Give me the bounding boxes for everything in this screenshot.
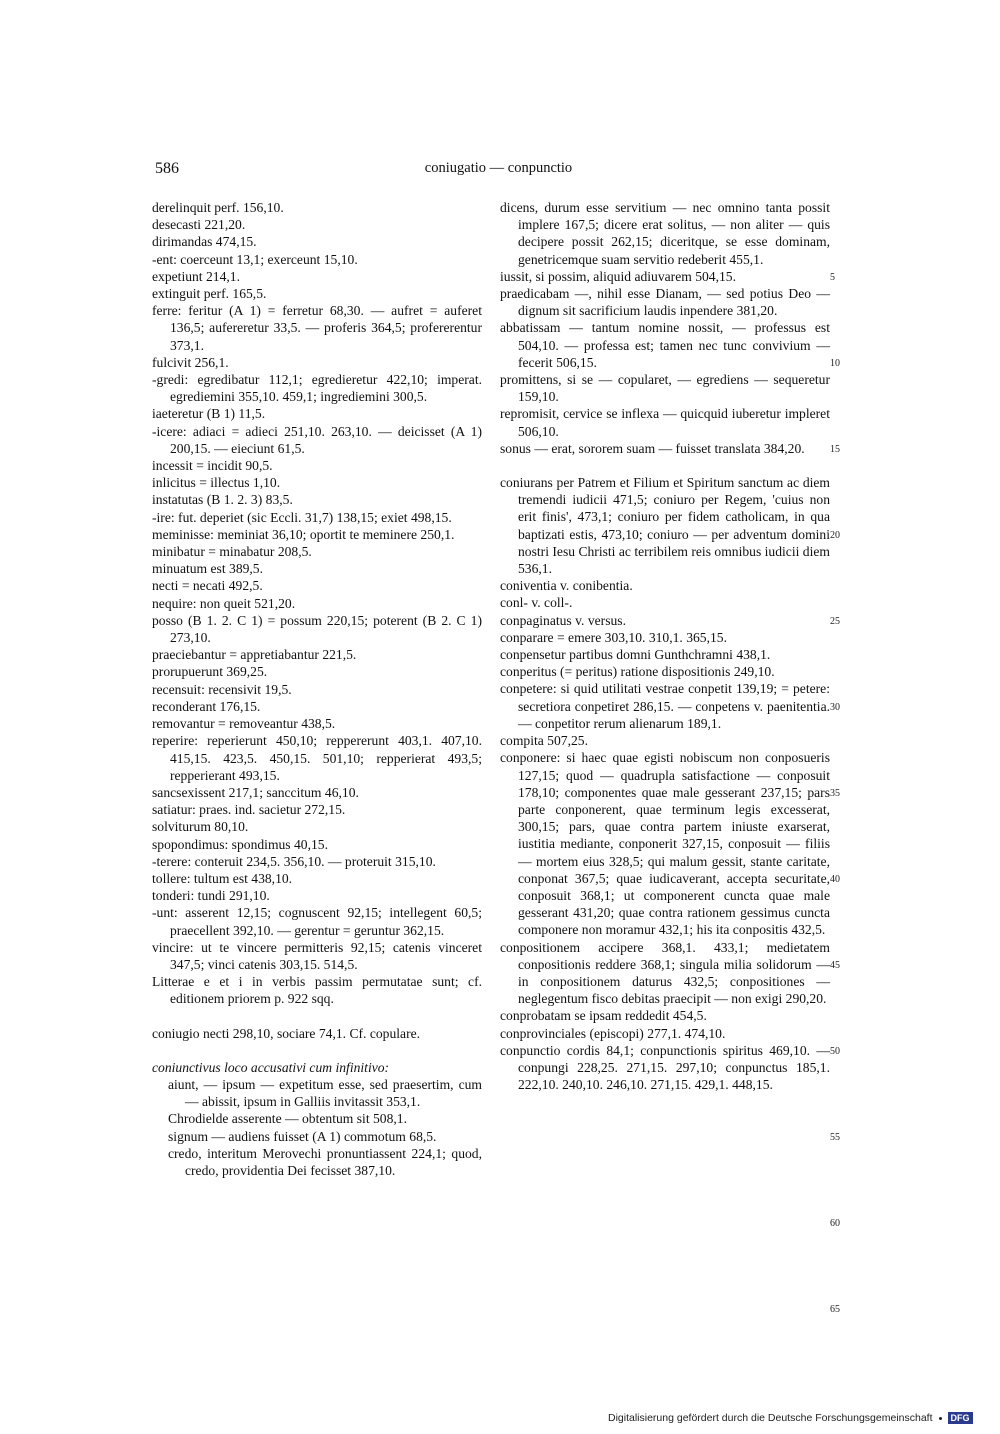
index-entry: conpaginatus v. versus. bbox=[500, 612, 626, 628]
line-number: 50 bbox=[830, 1045, 840, 1057]
line-number: 10 bbox=[830, 357, 840, 369]
index-entry: abbatissam — tantum nomine nossit, — professus est 504,10. — professa est; tamen nec tunc convivium — fecerit 506,15. bbox=[500, 320, 830, 370]
index-entry: conpensetur partibus domni Gunthchramni 438,1. bbox=[500, 647, 771, 663]
index-entry: posso (B 1. 2. C 1) = possum 220,15; poterent (B 2. C 1) 273,10. bbox=[152, 612, 482, 646]
index-entry: compita 507,25. bbox=[500, 733, 588, 749]
right-column bbox=[500, 199, 830, 1093]
index-entry: necti = necati 492,5. bbox=[152, 578, 263, 594]
index-entry: conpetere: si quid utilitati vestrae conpetit 139,19; = petere: secretiora conpetiret 286,15. — conpetens v. paenitentia. — conpetitor rerum alienarum 189,1. bbox=[500, 681, 830, 731]
index-entry: dicens, durum esse servitium — nec omnino tanta possit implere 167,5; dicere erat solitus, — non aliter — quis decipere possit 262,15; diceritque, se esse dominam, genetricemque suam servitio redeberit 455,1. bbox=[500, 200, 830, 267]
index-entry: inlicitus = illectus 1,10. bbox=[152, 475, 281, 491]
line-number: 40 bbox=[830, 873, 840, 885]
index-entry: Chrodielde asserente — obtentum sit 508,1. bbox=[168, 1111, 407, 1127]
index-entry: -unt: asserent 12,15; cognuscent 92,15; intellegent 60,5; praecellent 392,10. — gerentur = geruntur 362,15. bbox=[152, 905, 482, 938]
index-entry: instatutas (B 1. 2. 3) 83,5. bbox=[152, 492, 293, 508]
line-number: 5 bbox=[830, 271, 835, 283]
index-entry: spopondimus: spondimus 40,15. bbox=[152, 836, 328, 852]
index-entry: Litterae e et i in verbis passim permutatae sunt; cf. editionem priorem p. 922 sqq. bbox=[152, 974, 482, 1007]
index-entry: repromisit, cervice se inflexa — quicquid iuberetur impleret 506,10. bbox=[500, 406, 830, 439]
index-entry: sancsexissent 217,1; sanccitum 46,10. bbox=[152, 784, 359, 800]
index-entry: aiunt, — ipsum — expetitum esse, sed praesertim, cum — abissit, ipsum in Galliis invitassit 353,1. bbox=[168, 1076, 482, 1110]
index-entry: vincire: ut te vincere permitteris 92,15; catenis vinceret 347,5; vinci catenis 303,15. 514,5. bbox=[152, 939, 482, 972]
index-entry: nequire: non queit 521,20. bbox=[152, 595, 296, 611]
index-entry: dirimandas 474,15. bbox=[152, 234, 257, 250]
right-entries-top bbox=[500, 199, 830, 457]
index-entry: signum — audiens fuisset (A 1) commotum 68,5. bbox=[168, 1128, 437, 1144]
index-entry: conperitus (= peritus) ratione dispositionis 249,10. bbox=[500, 664, 775, 680]
index-entry: recensuit: recensivit 19,5. bbox=[152, 681, 292, 697]
index-entry: -terere: conteruit 234,5. 356,10. — proteruit 315,10. bbox=[152, 853, 436, 869]
index-entry: sonus — erat, sororem suam — fuisset translata 384,20. bbox=[500, 440, 805, 456]
line-number: 45 bbox=[830, 959, 840, 971]
index-entry: extinguit perf. 165,5. bbox=[152, 286, 267, 302]
index-entry: praeciebantur = appretiabantur 221,5. bbox=[152, 647, 357, 663]
line-number: 35 bbox=[830, 787, 840, 799]
separator-dot-icon bbox=[939, 1417, 942, 1420]
index-entry: conponere: si haec quae egisti nobiscum non conposueris 127,15; quod — quadrupla satisfactione — conposuit 178,10; componentes quae male gesserant 237,15; pars parte conponerent, quae terminum legis excesserat, 300,15; pars, quae contra partem iniuste exarserat, iustitia mediante, conponerit 327,15, conposuit — filiis — mortem eius 328,5; qui malum gessit, stante caritate, conponat 367,5; quae iudicaverant, accepta securitate, conposuit 368,1; ut componerent cuncta quae male gesserant 431,20; quae contra rationem gessimus cuncta componere non moramur 432,1; his ita conpositis 432,5. bbox=[500, 750, 830, 938]
index-entry: conl- v. coll-. bbox=[500, 595, 573, 611]
index-entry: prorupuerunt 369,25. bbox=[152, 664, 268, 680]
line-number: 25 bbox=[830, 615, 840, 627]
index-entry: tonderi: tundi 291,10. bbox=[152, 888, 270, 904]
dfg-logo: DFG bbox=[948, 1412, 973, 1424]
line-number: 15 bbox=[830, 443, 840, 455]
left-column bbox=[152, 199, 482, 1179]
right-entries-bottom bbox=[500, 474, 830, 1093]
index-entry: meminisse: meminiat 36,10; oportit te meminere 250,1. bbox=[152, 526, 455, 542]
page-header bbox=[155, 160, 842, 184]
coniunctivus-heading: coniunctivus loco accusativi cum infinitivo: bbox=[152, 1059, 390, 1075]
index-entry: expetiunt 214,1. bbox=[152, 268, 240, 284]
index-entry: iussit, si possim, aliquid adiuvarem 504,15. bbox=[500, 268, 736, 284]
index-entry: minuatum est 389,5. bbox=[152, 561, 264, 577]
index-entry: ferre: feritur (A 1) = ferretur 68,30. — aufret = auferet 136,5; aufereretur 33,5. — proferis 364,5; profererentur 373,1. bbox=[152, 303, 482, 353]
coniugio-entry: coniugio necti 298,10, sociare 74,1. Cf. copulare. bbox=[152, 1025, 421, 1041]
spacer bbox=[500, 457, 830, 474]
index-entry: tollere: tultum est 438,10. bbox=[152, 870, 293, 886]
index-entry: solviturum 80,10. bbox=[152, 819, 249, 835]
index-entry: minibatur = minabatur 208,5. bbox=[152, 544, 312, 560]
index-entry: -icere: adiaci = adieci 251,10. 263,10. — deicisset (A 1) 200,15. — eieciunt 61,5. bbox=[152, 423, 482, 456]
index-entry: -gredi: egredibatur 112,1; egredieretur 422,10; imperat. egrediemini 355,10. 459,1; ingrediemini 300,5. bbox=[152, 372, 482, 405]
page-number: 586 bbox=[155, 160, 179, 177]
left-entries bbox=[152, 199, 482, 1008]
line-number: 65 bbox=[830, 1303, 840, 1315]
footer-text: Digitalisierung gefördert durch die Deutsche Forschungsgemeinschaft bbox=[608, 1412, 933, 1424]
spacer bbox=[152, 1008, 482, 1025]
index-entry: coniventia v. conibentia. bbox=[500, 578, 633, 594]
index-entry: desecasti 221,20. bbox=[152, 217, 246, 233]
index-entry: derelinquit perf. 156,10. bbox=[152, 200, 284, 215]
index-entry: conpunctio cordis 84,1; conpunctionis spiritus 469,10. — conpungi 228,25. 271,15. 297,10; conpunctus 185,1. 222,10. 240,10. 246,10. 271,15. 429,1. 448,15. bbox=[500, 1042, 830, 1093]
index-entry: fulcivit 256,1. bbox=[152, 354, 229, 370]
index-entry: satiatur: praes. ind. sacietur 272,15. bbox=[152, 802, 346, 818]
index-entry: reperire: reperierunt 450,10; reppererunt 403,1. 407,10. 415,15. 423,5. 450,15. 501,10; repperierat 493,5; repperierant 493,15. bbox=[152, 733, 482, 783]
index-entry: reconderant 176,15. bbox=[152, 698, 261, 714]
index-entry: -ent: coerceunt 13,1; exerceunt 15,10. bbox=[152, 251, 358, 267]
coniunctivus-items bbox=[152, 1076, 482, 1179]
index-entry: incessit = incidit 90,5. bbox=[152, 458, 273, 474]
spacer bbox=[152, 1042, 482, 1059]
index-entry: promittens, si se — copularet, — egrediens — sequeretur 159,10. bbox=[500, 372, 830, 405]
line-number: 20 bbox=[830, 529, 840, 541]
line-number: 55 bbox=[830, 1131, 840, 1143]
index-entry: -ire: fut. deperiet (sic Eccli. 31,7) 138,15; exiet 498,15. bbox=[152, 509, 452, 525]
index-entry: removantur = removeantur 438,5. bbox=[152, 716, 336, 732]
line-number: 30 bbox=[830, 701, 840, 713]
line-number: 60 bbox=[830, 1217, 840, 1229]
index-entry: credo, interitum Merovechi pronuntiassent 224,1; quod, credo, providentia Dei fecisset 387,10. bbox=[168, 1145, 482, 1178]
footer bbox=[608, 1412, 973, 1424]
index-entry: conparare = emere 303,10. 310,1. 365,15. bbox=[500, 629, 727, 645]
index-entry: praedicabam —, nihil esse Dianam, — sed potius Deo — dignum sit sacrificium laudis inpendere 381,20. bbox=[500, 286, 830, 319]
index-entry: conprobatam se ipsam reddedit 454,5. bbox=[500, 1008, 707, 1024]
running-title: coniugatio — conpunctio bbox=[424, 160, 573, 176]
index-entry: conpositionem accipere 368,1. 433,1; medietatem conpositionis reddere 368,1; singula milia solidorum — in conpositionem daturus 432,5; conpositiones — neglegentum fisco debitas praecipit — non exigi 290,20. bbox=[500, 939, 830, 1007]
index-entry: conprovinciales (episcopi) 277,1. 474,10. bbox=[500, 1025, 726, 1041]
index-entry: iaeteretur (B 1) 11,5. bbox=[152, 406, 266, 422]
index-entry: coniurans per Patrem et Filium et Spiritum sanctum ac diem tremendi iudicii 471,5; coniuro per Regem, 'cuius non erit finis', 473,1; coniuro per fidem catholicam, in qua baptizati estis, 473,10; coniuro — per adventum domini nostri Iesu Christi ac terribilem reis omnibus iudicii diem 536,1. bbox=[500, 475, 830, 577]
